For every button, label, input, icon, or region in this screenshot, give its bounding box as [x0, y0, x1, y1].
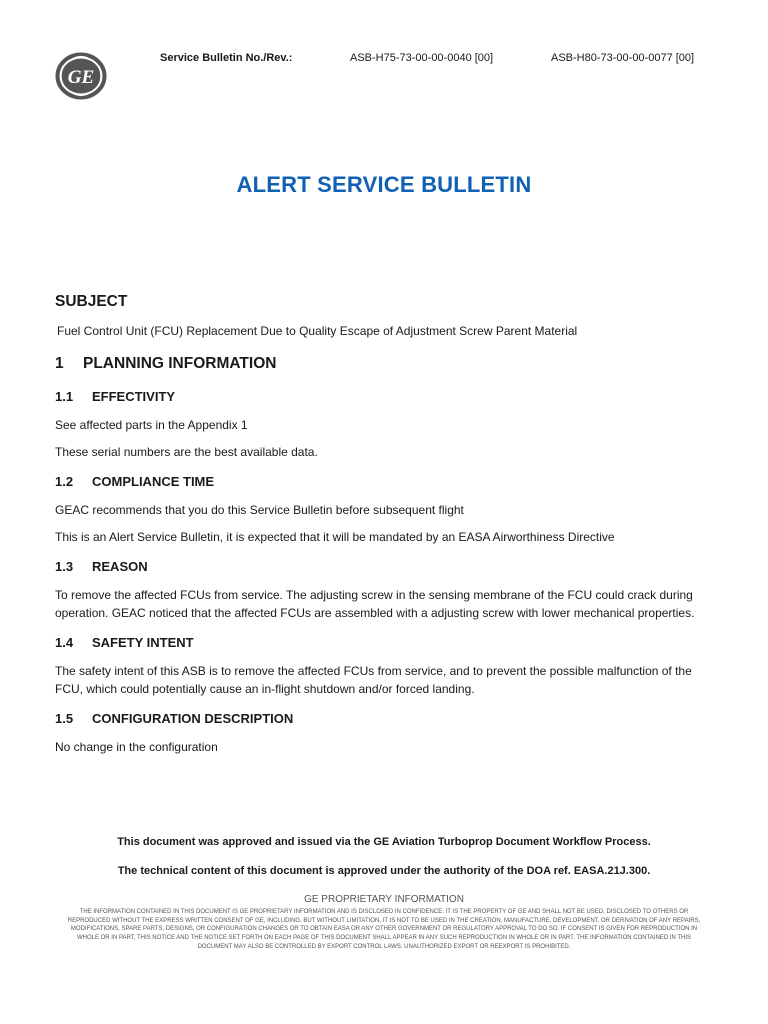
- section-1-5-number: 1.5: [55, 711, 74, 726]
- effectivity-paragraph-2: These serial numbers are the best available data.: [55, 444, 318, 459]
- section-1-1-title: EFFECTIVITY: [92, 389, 176, 404]
- section-1-2-title: COMPLIANCE TIME: [92, 474, 215, 489]
- compliance-paragraph-1: GEAC recommends that you do this Service Bulletin before subsequent flight: [55, 503, 464, 517]
- compliance-paragraph-2: This is an Alert Service Bulletin, it is expected that it will be mandated by an EASA Airworthiness Directive: [55, 529, 615, 544]
- ge-logo-text: GE: [67, 67, 95, 88]
- reason-paragraph: To remove the affected FCUs from service. The adjusting screw in the sensing membrane of the FCU could crack during operation. GEAC noticed that the affected FCUs are assembled with a adjusting screw with lower mechanical properties.: [55, 588, 695, 620]
- section-1-title: PLANNING INFORMATION: [83, 355, 277, 372]
- document-body: [55, 293, 715, 766]
- page-title: ALERT SERVICE BULLETIN: [236, 172, 532, 197]
- subject-text: Fuel Control Unit (FCU) Replacement Due to Quality Escape of Adjustment Screw Parent Material: [57, 324, 578, 338]
- approval-statement-1: This document was approved and issued via the GE Aviation Turboprop Document Workflow Process.: [117, 836, 651, 848]
- section-1-3-heading: [55, 559, 715, 574]
- bulletin-number-label: Service Bulletin No./Rev.:: [160, 52, 293, 64]
- section-1-4-heading: [55, 635, 715, 650]
- subject-heading: SUBJECT: [55, 293, 128, 310]
- section-1-2-heading: [55, 474, 715, 489]
- safety-intent-paragraph: The safety intent of this ASB is to remove the affected FCUs from service, and to prevent the possible malfunction of the FCU, which could potentially cause an in-flight shutdown and/or forced landing.: [55, 664, 692, 696]
- section-1-4-title: SAFETY INTENT: [92, 635, 194, 650]
- effectivity-paragraph-1: See affected parts in the Appendix 1: [55, 418, 248, 432]
- configuration-paragraph: No change in the configuration: [55, 740, 218, 754]
- section-1-1-heading: [55, 389, 715, 404]
- section-1-number: 1: [55, 355, 64, 372]
- section-1-5-heading: [55, 711, 715, 726]
- section-1-4-number: 1.4: [55, 635, 74, 650]
- section-1-3-title: REASON: [92, 559, 148, 574]
- bulletin-number-1: ASB-H75-73-00-00-0040 [00]: [350, 52, 494, 64]
- approval-statement-2: The technical content of this document is approved under the authority of the DOA ref. EASA.21J.300.: [117, 865, 651, 877]
- ge-logo-icon: [55, 52, 107, 100]
- bulletin-number-2: ASB-H80-73-00-00-0077 [00]: [551, 52, 695, 64]
- proprietary-title: GE PROPRIETARY INFORMATION: [304, 894, 464, 905]
- section-1-5-title: CONFIGURATION DESCRIPTION: [92, 711, 294, 726]
- proprietary-notice: THE INFORMATION CONTAINED IN THIS DOCUMENT IS GE PROPRIETARY INFORMATION AND IS DISCLOSED IN CONFIDENCE. IT IS THE PROPERTY OF GE AND SHALL NOT BE USED, DISCLOSED TO OTHERS OR REPRODUCED WITHOUT THE EXPRESS WRITTEN CONSENT OF GE, INCLUDING, BUT WITHOUT LIMITATION, IT IS NOT TO BE USED IN THE CREATION, MANUFACTURE, DEVELOPMENT, OR DERIVATION OF ANY REPAIRS, MODIFICATIONS, SPARE PARTS, DESIGNS, OR CONFIGURATION CHANGES OR TO OBTAIN EASA OR ANY OTHER GOVERNMENT OR REGULATORY APPROVAL TO DO SO. IF CONSENT IS GIVEN FOR REPRODUCTION IN WHOLE OR IN PART, THIS NOTICE AND THE NOTICE SET FORTH ON EACH PAGE OF THIS DOCUMENT SHALL APPEAR IN ANY SUCH REPRODUCTION IN WHOLE OR IN PART. THE INFORMATION CONTAINED IN THIS DOCUMENT MAY ALSO BE CONTROLLED BY EXPORT CONTROL LAWS. UNAUTHORIZED EXPORT OR REEXPORT IS PROHIBITED.: [67, 909, 701, 950]
- section-1-heading: [55, 355, 715, 373]
- section-1-1-number: 1.1: [55, 389, 74, 404]
- section-1-2-number: 1.2: [55, 474, 74, 489]
- section-1-3-number: 1.3: [55, 559, 74, 574]
